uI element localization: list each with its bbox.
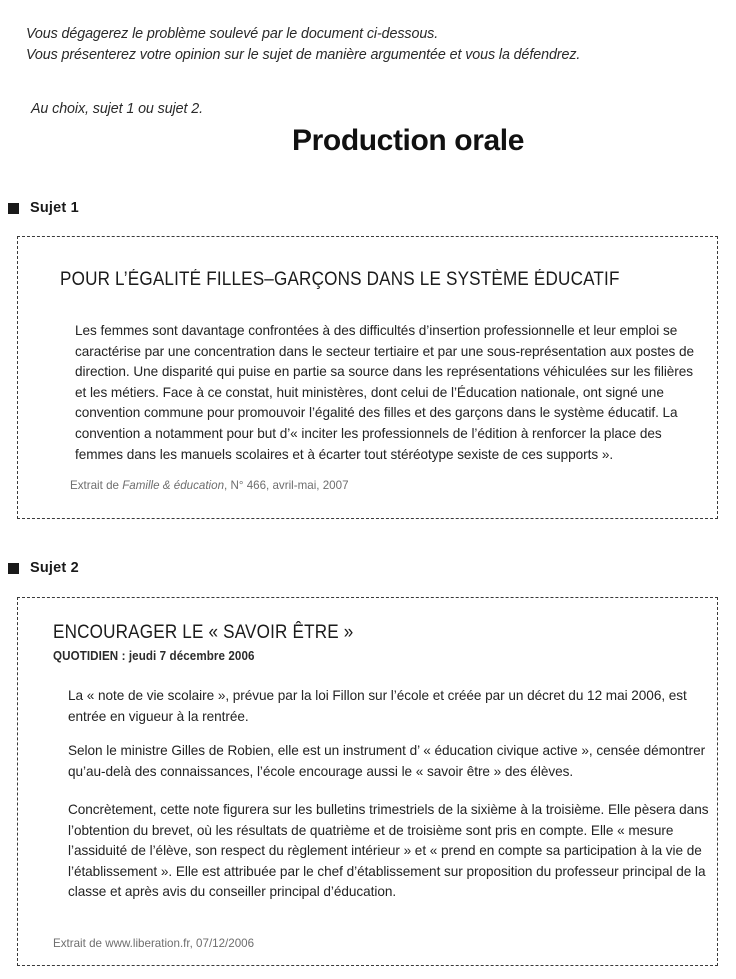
sujet-2-source: Extrait de www.liberation.fr, 07/12/2006 <box>53 937 255 950</box>
sujet-2-paragraph-3: Concrètement, cette note figurera sur les bulletins trimestriels de la sixième à la troisième. Elle pèsera dans l’obtention du brevet, où les résultats de quatrième et de troisième sont pris en compte. Elle « mesure l’assiduité de l’élève, son respect du règlement intérieur » et « prend en compte sa participation à la vie de l’établissement ». Elle est attribuée par le chef d’établissement sur proposition du professeur principal de la classe et après avis du conseiller principal d’éducation. <box>68 802 709 900</box>
sujet-1-heading: POUR L’ÉGALITÉ FILLES–GARÇONS DANS LE SYSTÈME ÉDUCATIF <box>60 269 620 290</box>
square-bullet-icon <box>8 203 19 214</box>
instruction-line-1: Vous dégagerez le problème soulevé par le document ci-dessous. <box>26 26 439 42</box>
sujet-2-subheading: QUOTIDIEN : jeudi 7 décembre 2006 <box>53 648 255 663</box>
instructions-block <box>26 24 666 66</box>
page-title: Production orale <box>292 124 524 157</box>
sujet-2-paragraph-2: Selon le ministre Gilles de Robien, elle est un instrument d’ « éducation civique active », censée démontrer qu’au-delà des connaissances, l’école encourage aussi le « savoir être » des élèves. <box>68 743 706 779</box>
sujet-1-source <box>70 479 349 492</box>
sujet-1-document-box <box>17 236 718 519</box>
sujet-1-marker <box>8 200 79 216</box>
sujet-1-source-prefix: Extrait de <box>70 479 123 492</box>
sujet-2-marker <box>8 560 79 576</box>
sujet-1-source-title: Famille & éducation <box>122 479 225 492</box>
instruction-line-2: Vous présenterez votre opinion sur le sujet de manière argumentée et vous la défendrez. <box>26 47 581 63</box>
sujet-1-body-text: Les femmes sont davantage confrontées à des difficultés d’insertion professionnelle et leur emploi se caractérise par une concentration dans le secteur tertiaire et par une sous-représentation aux postes de direction. Une disparité qui puise en partie sa source dans les représentations véhiculées sur les filières et les métiers. Face à ce constat, huit ministères, dont celui de l’Éducation nationale, ont signé une convention commune pour promouvoir l’égalité des filles et des garçons dans le système éducatif. La convention a notamment pour but d’« inciter les professionnels de l’édition à renforcer la place des femmes dans les manuels scolaires et à écarter tout stéréotype sexiste de ces supports ». <box>75 323 694 462</box>
sujet-1-label: Sujet 1 <box>30 200 79 216</box>
sujet-1-source-suffix: , N° 466, avril-mai, 2007 <box>224 479 349 492</box>
square-bullet-icon <box>8 563 19 574</box>
choice-note: Au choix, sujet 1 ou sujet 2. <box>31 101 203 117</box>
sujet-2-paragraph-1: La « note de vie scolaire », prévue par la loi Fillon sur l’école et créée par un décret du 12 mai 2006, est entrée en vigueur à la rentrée. <box>68 688 687 724</box>
sujet-2-heading: ENCOURAGER LE « SAVOIR ÊTRE » <box>53 622 354 643</box>
sujet-2-label: Sujet 2 <box>30 560 79 576</box>
sujet-2-document-box <box>17 597 718 966</box>
